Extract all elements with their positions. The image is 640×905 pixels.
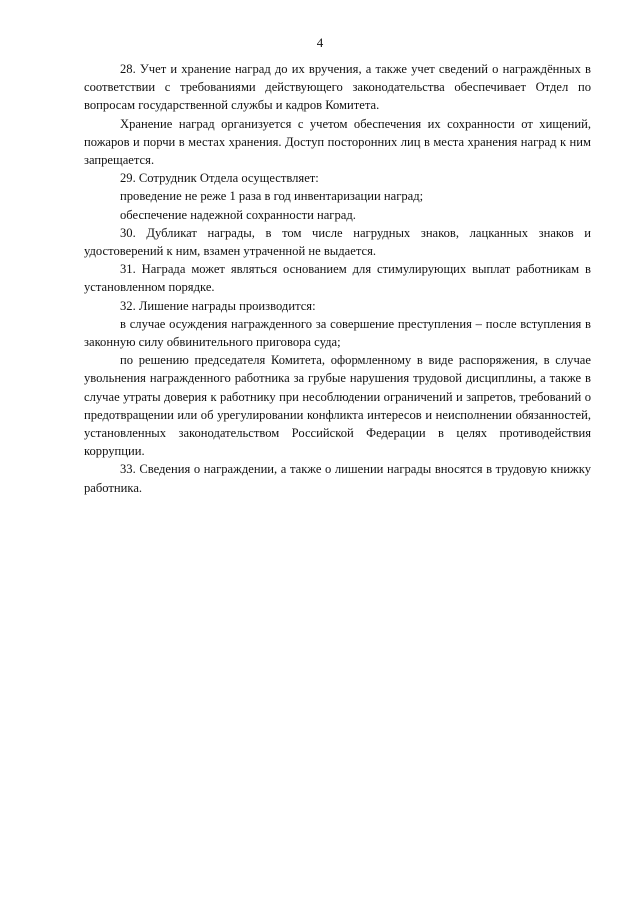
paragraph-30: 30. Дубликат награды, в том числе нагрудных знаков, лацканных знаков и удостоверений к ним, взамен утраченной не выдается. (84, 225, 591, 259)
page-number: 4 (316, 35, 324, 50)
paragraph-conviction: в случае осуждения награжденного за совершение преступления – после вступления в законную силу обвинительного приговора суда; (84, 316, 591, 350)
paragraph-inventory: проведение не реже 1 раза в год инвентаризации наград; (120, 189, 424, 204)
paragraph-28: 28. Учет и хранение наград до их вручения, а также учет сведений о награждённых в соответствии с требованиями действующего законодательства обеспечивает Отдел по вопросам государственной службы и кадров Комитета. (84, 62, 591, 113)
paragraph-chairman-decision: по решению председателя Комитета, оформленному в виде распоряжения, в случае увольнения награжденного работника за грубые нарушения трудовой дисциплины, а также в случае утраты доверия к работнику при несоблюдении ограничений и запретов, требований о предотвращении или об урегулировании конфликта интересов и неисполнении обязанностей, установленных законодательством Российской Федерации в целях противодействия коррупции. (84, 353, 591, 459)
document-body (84, 60, 591, 497)
paragraph-storage: Хранение наград организуется с учетом обеспечения их сохранности от хищений, пожаров и порчи в местах хранения. Доступ посторонних лиц в места хранения наград к ним запрещается. (84, 116, 591, 168)
paragraph-32: 32. Лишение награды производится: (120, 298, 316, 313)
paragraph-31: 31. Награда может являться основанием для стимулирующих выплат работникам в установленном порядке. (84, 262, 591, 295)
paragraph-29: 29. Сотрудник Отдела осуществляет: (120, 171, 319, 186)
paragraph-safekeeping: обеспечение надежной сохранности наград. (120, 207, 356, 222)
paragraph-33: 33. Сведения о награждении, а также о лишении награды вносятся в трудовую книжку работника. (84, 462, 591, 495)
